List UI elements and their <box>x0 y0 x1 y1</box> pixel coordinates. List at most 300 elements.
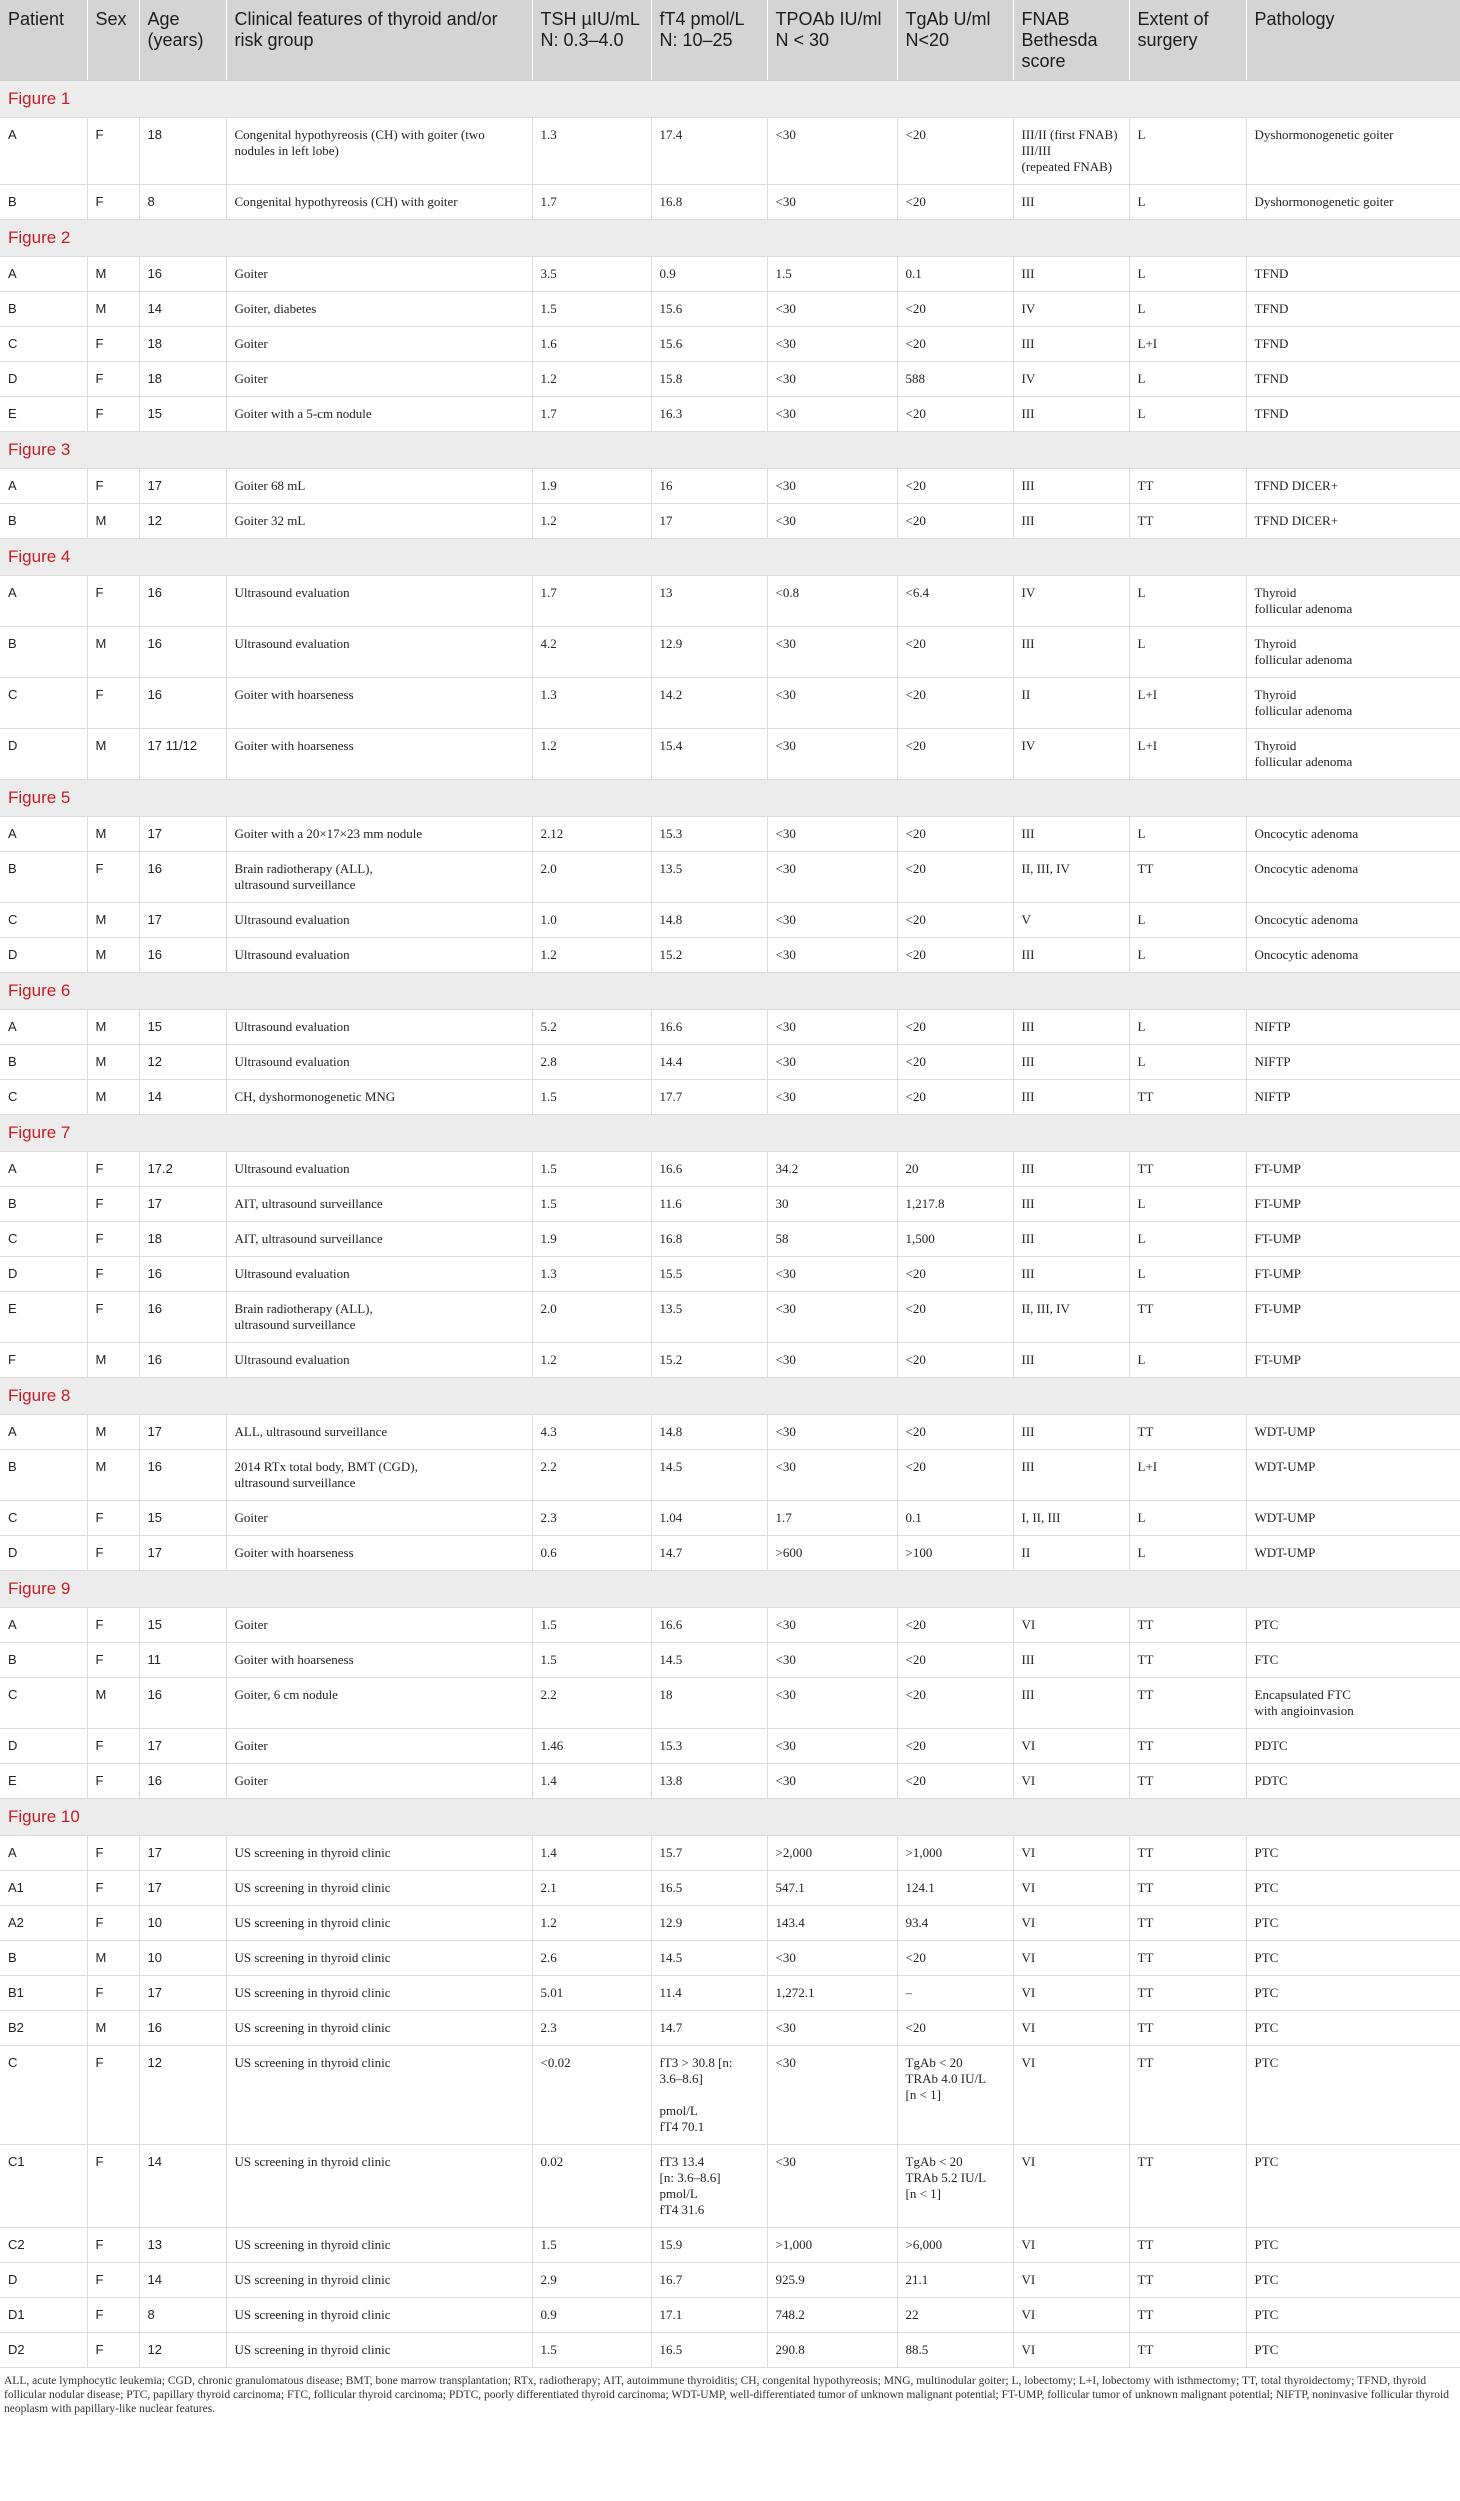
cell-fnab: III <box>1013 817 1129 852</box>
cell-tsh: 1.5 <box>532 292 651 327</box>
cell-fnab: III <box>1013 1187 1129 1222</box>
table-row <box>0 1450 1460 1501</box>
cell-ft4: 14.7 <box>651 1536 767 1571</box>
cell-tsh: 1.5 <box>532 1080 651 1115</box>
cell-surgery: TT <box>1129 2333 1246 2368</box>
cell-clinical-features: Brain radiotherapy (ALL), ultrasound surveillance <box>226 852 532 903</box>
cell-age: 13 <box>139 2228 226 2263</box>
cell-tsh: 4.2 <box>532 627 651 678</box>
cell-tsh: 1.5 <box>532 1187 651 1222</box>
cell-sex: F <box>87 397 139 432</box>
cell-ft4: 14.5 <box>651 1450 767 1501</box>
cell-pathology: FT-UMP <box>1246 1152 1460 1187</box>
cell-age: 10 <box>139 1906 226 1941</box>
cell-surgery: L <box>1129 1187 1246 1222</box>
cell-tgab: <20 <box>897 118 1013 185</box>
cell-surgery: TT <box>1129 1152 1246 1187</box>
cell-pathology: FT-UMP <box>1246 1222 1460 1257</box>
cell-clinical-features: Ultrasound evaluation <box>226 1343 532 1378</box>
cell-surgery: L <box>1129 1501 1246 1536</box>
cell-patient: B <box>0 1941 87 1976</box>
cell-sex: F <box>87 1764 139 1799</box>
cell-age: 17 <box>139 1976 226 2011</box>
cell-pathology: FT-UMP <box>1246 1257 1460 1292</box>
cell-ft4: 0.9 <box>651 257 767 292</box>
header-surgery: Extent of surgery <box>1129 0 1246 81</box>
cell-patient: D <box>0 938 87 973</box>
group-row <box>0 432 1460 469</box>
cell-surgery: L <box>1129 576 1246 627</box>
group-row <box>0 539 1460 576</box>
cell-tpoab: <30 <box>767 678 897 729</box>
header-clinical-features: Clinical features of thyroid and/or risk group <box>226 0 532 81</box>
cell-tgab: <20 <box>897 1678 1013 1729</box>
cell-fnab: III <box>1013 1010 1129 1045</box>
cell-age: 14 <box>139 292 226 327</box>
cell-pathology: PTC <box>1246 1836 1460 1871</box>
cell-surgery: L <box>1129 817 1246 852</box>
cell-fnab: III <box>1013 1450 1129 1501</box>
cell-tpoab: >1,000 <box>767 2228 897 2263</box>
cell-tpoab: <30 <box>767 185 897 220</box>
cell-pathology: WDT-UMP <box>1246 1415 1460 1450</box>
cell-tsh: 2.9 <box>532 2263 651 2298</box>
cell-ft4: 16.6 <box>651 1010 767 1045</box>
cell-pathology: PTC <box>1246 2298 1460 2333</box>
cell-clinical-features: Brain radiotherapy (ALL), ultrasound surveillance <box>226 1292 532 1343</box>
cell-fnab: II, III, IV <box>1013 852 1129 903</box>
cell-sex: M <box>87 1678 139 1729</box>
cell-patient: C <box>0 1080 87 1115</box>
cell-tpoab: <30 <box>767 504 897 539</box>
cell-patient: F <box>0 1343 87 1378</box>
cell-tsh: 2.0 <box>532 852 651 903</box>
cell-clinical-features: US screening in thyroid clinic <box>226 2228 532 2263</box>
cell-age: 16 <box>139 678 226 729</box>
cell-patient: D <box>0 729 87 780</box>
cell-tpoab: 748.2 <box>767 2298 897 2333</box>
cell-surgery: TT <box>1129 1764 1246 1799</box>
cell-patient: B <box>0 1045 87 1080</box>
cell-tsh: 1.7 <box>532 185 651 220</box>
cell-sex: F <box>87 1501 139 1536</box>
cell-fnab: III <box>1013 1222 1129 1257</box>
cell-fnab: II <box>1013 1536 1129 1571</box>
cell-patient: A <box>0 1608 87 1643</box>
cell-patient: B2 <box>0 2011 87 2046</box>
group-title: Figure 4 <box>0 539 1460 576</box>
table-header <box>0 0 1460 81</box>
cell-tpoab: <30 <box>767 397 897 432</box>
cell-tsh: 1.2 <box>532 504 651 539</box>
table-row <box>0 1764 1460 1799</box>
cell-fnab: III <box>1013 397 1129 432</box>
cell-sex: F <box>87 118 139 185</box>
cell-tgab: <20 <box>897 1764 1013 1799</box>
cell-age: 16 <box>139 852 226 903</box>
cell-pathology: Thyroid follicular adenoma <box>1246 729 1460 780</box>
cell-pathology: PTC <box>1246 2145 1460 2228</box>
table-row <box>0 1257 1460 1292</box>
cell-age: 11 <box>139 1643 226 1678</box>
cell-ft4: 16.8 <box>651 1222 767 1257</box>
cell-tgab: <20 <box>897 817 1013 852</box>
table-row <box>0 2333 1460 2368</box>
cell-clinical-features: CH, dyshormonogenetic MNG <box>226 1080 532 1115</box>
table-row <box>0 118 1460 185</box>
cell-tgab: <20 <box>897 729 1013 780</box>
table-row <box>0 678 1460 729</box>
cell-sex: M <box>87 2011 139 2046</box>
cell-surgery: L <box>1129 1536 1246 1571</box>
cell-pathology: PTC <box>1246 2046 1460 2145</box>
cell-tsh: 1.7 <box>532 397 651 432</box>
cell-ft4: 13 <box>651 576 767 627</box>
table-row <box>0 1536 1460 1571</box>
cell-tsh: 1.2 <box>532 1343 651 1378</box>
cell-fnab: VI <box>1013 1941 1129 1976</box>
cell-clinical-features: US screening in thyroid clinic <box>226 1941 532 1976</box>
cell-tpoab: <30 <box>767 938 897 973</box>
cell-tpoab: <30 <box>767 852 897 903</box>
cell-tsh: 1.4 <box>532 1836 651 1871</box>
cell-tgab: <20 <box>897 1450 1013 1501</box>
cell-pathology: FT-UMP <box>1246 1292 1460 1343</box>
cell-clinical-features: US screening in thyroid clinic <box>226 2333 532 2368</box>
cell-tsh: 2.0 <box>532 1292 651 1343</box>
cell-ft4: 11.4 <box>651 1976 767 2011</box>
cell-sex: F <box>87 576 139 627</box>
cell-surgery: TT <box>1129 1608 1246 1643</box>
cell-clinical-features: US screening in thyroid clinic <box>226 1836 532 1871</box>
cell-tpoab: 58 <box>767 1222 897 1257</box>
cell-fnab: III/II (first FNAB) III/III (repeated FNAB) <box>1013 118 1129 185</box>
cell-pathology: Dyshormonogenetic goiter <box>1246 185 1460 220</box>
cell-clinical-features: Goiter with a 5-cm nodule <box>226 397 532 432</box>
cell-pathology: Oncocytic adenoma <box>1246 817 1460 852</box>
table-row <box>0 185 1460 220</box>
cell-age: 14 <box>139 1080 226 1115</box>
cell-clinical-features: US screening in thyroid clinic <box>226 1906 532 1941</box>
cell-patient: A <box>0 817 87 852</box>
cell-tsh: 1.9 <box>532 1222 651 1257</box>
cell-tsh: 1.7 <box>532 576 651 627</box>
cell-ft4: fT3 > 30.8 [n: 3.6–8.6] pmol/L fT4 70.1 <box>651 2046 767 2145</box>
cell-ft4: 16.3 <box>651 397 767 432</box>
group-row <box>0 220 1460 257</box>
group-title: Figure 8 <box>0 1378 1460 1415</box>
cell-tpoab: 30 <box>767 1187 897 1222</box>
cell-pathology: TFND <box>1246 327 1460 362</box>
cell-tgab: 20 <box>897 1152 1013 1187</box>
table-row <box>0 257 1460 292</box>
cell-tgab: 21.1 <box>897 2263 1013 2298</box>
table-row <box>0 817 1460 852</box>
cell-pathology: Oncocytic adenoma <box>1246 938 1460 973</box>
table-row <box>0 1643 1460 1678</box>
cell-clinical-features: Goiter <box>226 1764 532 1799</box>
cell-patient: C1 <box>0 2145 87 2228</box>
cell-sex: F <box>87 1292 139 1343</box>
cell-fnab: III <box>1013 257 1129 292</box>
cell-ft4: 16.6 <box>651 1608 767 1643</box>
cell-age: 17 <box>139 1187 226 1222</box>
cell-tsh: 1.5 <box>532 1152 651 1187</box>
cell-ft4: 15.8 <box>651 362 767 397</box>
cell-ft4: 16.6 <box>651 1152 767 1187</box>
cell-surgery: L <box>1129 1045 1246 1080</box>
cell-ft4: 11.6 <box>651 1187 767 1222</box>
group-row <box>0 1115 1460 1152</box>
cell-ft4: 16.5 <box>651 1871 767 1906</box>
cell-patient: C <box>0 1222 87 1257</box>
cell-surgery: TT <box>1129 1292 1246 1343</box>
cell-tsh: 1.3 <box>532 678 651 729</box>
cell-fnab: VI <box>1013 1906 1129 1941</box>
cell-clinical-features: Goiter, diabetes <box>226 292 532 327</box>
cell-tgab: >100 <box>897 1536 1013 1571</box>
table-row <box>0 1906 1460 1941</box>
cell-surgery: L <box>1129 292 1246 327</box>
cell-age: 17 <box>139 903 226 938</box>
cell-pathology: Thyroid follicular adenoma <box>1246 627 1460 678</box>
cell-tsh: 1.3 <box>532 118 651 185</box>
cell-tgab: <20 <box>897 903 1013 938</box>
cell-tsh: 0.9 <box>532 2298 651 2333</box>
cell-sex: F <box>87 1836 139 1871</box>
cell-pathology: TFND <box>1246 362 1460 397</box>
cell-tpoab: <30 <box>767 1080 897 1115</box>
cell-surgery: L <box>1129 257 1246 292</box>
table-row <box>0 1292 1460 1343</box>
cell-fnab: VI <box>1013 1729 1129 1764</box>
cell-patient: B1 <box>0 1976 87 2011</box>
cell-fnab: III <box>1013 504 1129 539</box>
cell-age: 15 <box>139 1608 226 1643</box>
cell-sex: M <box>87 938 139 973</box>
cell-tsh: 1.2 <box>532 1906 651 1941</box>
cell-tsh: 2.1 <box>532 1871 651 1906</box>
cell-age: 16 <box>139 2011 226 2046</box>
cell-pathology: PTC <box>1246 1941 1460 1976</box>
cell-sex: M <box>87 504 139 539</box>
cell-tsh: 3.5 <box>532 257 651 292</box>
cell-age: 17.2 <box>139 1152 226 1187</box>
cell-fnab: VI <box>1013 2046 1129 2145</box>
cell-clinical-features: Goiter <box>226 1501 532 1536</box>
cell-ft4: 13.8 <box>651 1764 767 1799</box>
cell-fnab: IV <box>1013 576 1129 627</box>
cell-tsh: 0.6 <box>532 1536 651 1571</box>
cell-tgab: 93.4 <box>897 1906 1013 1941</box>
cell-tpoab: 143.4 <box>767 1906 897 1941</box>
cell-tpoab: <30 <box>767 1045 897 1080</box>
cell-pathology: WDT-UMP <box>1246 1501 1460 1536</box>
cell-tpoab: <0.8 <box>767 576 897 627</box>
cell-pathology: TFND <box>1246 257 1460 292</box>
table-row <box>0 504 1460 539</box>
cell-ft4: 17.1 <box>651 2298 767 2333</box>
cell-fnab: V <box>1013 903 1129 938</box>
cell-sex: M <box>87 292 139 327</box>
cell-pathology: TFND <box>1246 397 1460 432</box>
cell-ft4: 15.4 <box>651 729 767 780</box>
cell-pathology: Oncocytic adenoma <box>1246 852 1460 903</box>
cell-clinical-features: Congenital hypothyreosis (CH) with goiter (two nodules in left lobe) <box>226 118 532 185</box>
cell-sex: F <box>87 678 139 729</box>
group-title: Figure 6 <box>0 973 1460 1010</box>
cell-surgery: TT <box>1129 1729 1246 1764</box>
cell-fnab: VI <box>1013 2228 1129 2263</box>
cell-tgab: 1,500 <box>897 1222 1013 1257</box>
cell-clinical-features: Goiter <box>226 1608 532 1643</box>
cell-tsh: 1.6 <box>532 327 651 362</box>
cell-pathology: PTC <box>1246 1976 1460 2011</box>
cell-pathology: PDTC <box>1246 1729 1460 1764</box>
table-row <box>0 1415 1460 1450</box>
cell-fnab: III <box>1013 1045 1129 1080</box>
cell-tsh: 1.5 <box>532 2228 651 2263</box>
cell-tgab: <20 <box>897 327 1013 362</box>
cell-tgab: <20 <box>897 2011 1013 2046</box>
cell-patient: A <box>0 1415 87 1450</box>
cell-tpoab: <30 <box>767 817 897 852</box>
cell-pathology: Thyroid follicular adenoma <box>1246 576 1460 627</box>
cell-fnab: III <box>1013 627 1129 678</box>
cell-patient: A <box>0 576 87 627</box>
cell-clinical-features: Ultrasound evaluation <box>226 903 532 938</box>
table-row <box>0 576 1460 627</box>
cell-surgery: TT <box>1129 2046 1246 2145</box>
cell-ft4: 15.6 <box>651 292 767 327</box>
cell-patient: D <box>0 1729 87 1764</box>
cell-tgab: <20 <box>897 1941 1013 1976</box>
cell-surgery: TT <box>1129 1871 1246 1906</box>
cell-patient: A <box>0 1010 87 1045</box>
cell-clinical-features: Ultrasound evaluation <box>226 1045 532 1080</box>
cell-age: 16 <box>139 257 226 292</box>
cell-pathology: PTC <box>1246 1906 1460 1941</box>
cell-tgab: 1,217.8 <box>897 1187 1013 1222</box>
cell-tgab: <20 <box>897 1292 1013 1343</box>
cell-surgery: TT <box>1129 2228 1246 2263</box>
cell-ft4: 15.5 <box>651 1257 767 1292</box>
cell-age: 18 <box>139 327 226 362</box>
cell-ft4: 15.7 <box>651 1836 767 1871</box>
cell-tpoab: >2,000 <box>767 1836 897 1871</box>
table-row <box>0 1187 1460 1222</box>
cell-tsh: 1.5 <box>532 2333 651 2368</box>
cell-clinical-features: Goiter with hoarseness <box>226 678 532 729</box>
cell-clinical-features: AIT, ultrasound surveillance <box>226 1187 532 1222</box>
cell-tsh: 2.2 <box>532 1678 651 1729</box>
cell-age: 17 11/12 <box>139 729 226 780</box>
cell-tgab: TgAb < 20 TRAb 4.0 IU/L [n < 1] <box>897 2046 1013 2145</box>
cell-clinical-features: Goiter with a 20×17×23 mm nodule <box>226 817 532 852</box>
cell-ft4: 17 <box>651 504 767 539</box>
cell-sex: F <box>87 1608 139 1643</box>
cell-age: 12 <box>139 1045 226 1080</box>
cell-surgery: TT <box>1129 469 1246 504</box>
cell-age: 17 <box>139 817 226 852</box>
cell-patient: A2 <box>0 1906 87 1941</box>
cell-tsh: 2.8 <box>532 1045 651 1080</box>
cell-surgery: TT <box>1129 1906 1246 1941</box>
cell-patient: B <box>0 1450 87 1501</box>
table-row <box>0 2145 1460 2228</box>
cell-sex: F <box>87 1906 139 1941</box>
cell-patient: B <box>0 627 87 678</box>
cell-tgab: 588 <box>897 362 1013 397</box>
cell-sex: M <box>87 903 139 938</box>
cell-surgery: L <box>1129 185 1246 220</box>
cell-fnab: VI <box>1013 2263 1129 2298</box>
cell-tsh: 1.46 <box>532 1729 651 1764</box>
cell-fnab: I, II, III <box>1013 1501 1129 1536</box>
cell-clinical-features: US screening in thyroid clinic <box>226 1871 532 1906</box>
cell-tpoab: <30 <box>767 1608 897 1643</box>
cell-pathology: FT-UMP <box>1246 1187 1460 1222</box>
cell-age: 17 <box>139 469 226 504</box>
cell-sex: M <box>87 1080 139 1115</box>
cell-patient: C <box>0 678 87 729</box>
cell-sex: F <box>87 2145 139 2228</box>
cell-clinical-features: Ultrasound evaluation <box>226 938 532 973</box>
cell-sex: F <box>87 362 139 397</box>
cell-tsh: 1.0 <box>532 903 651 938</box>
cell-fnab: II <box>1013 678 1129 729</box>
cell-age: 16 <box>139 1450 226 1501</box>
table-row <box>0 397 1460 432</box>
cell-tgab: 0.1 <box>897 257 1013 292</box>
header-row <box>0 0 1460 81</box>
cell-ft4: 18 <box>651 1678 767 1729</box>
cell-fnab: VI <box>1013 1608 1129 1643</box>
cell-sex: F <box>87 852 139 903</box>
header-ft4: fT4 pmol/L N: 10–25 <box>651 0 767 81</box>
cell-age: 15 <box>139 1501 226 1536</box>
cell-pathology: PTC <box>1246 1871 1460 1906</box>
header-fnab: FNAB Bethesda score <box>1013 0 1129 81</box>
cell-patient: C <box>0 2046 87 2145</box>
cell-patient: B <box>0 852 87 903</box>
cell-tpoab: 925.9 <box>767 2263 897 2298</box>
cell-surgery: L <box>1129 118 1246 185</box>
table-row <box>0 1045 1460 1080</box>
cell-tpoab: <30 <box>767 1010 897 1045</box>
cell-surgery: L <box>1129 397 1246 432</box>
cell-ft4: 16.7 <box>651 2263 767 2298</box>
cell-sex: M <box>87 627 139 678</box>
cell-sex: F <box>87 1257 139 1292</box>
cell-pathology: Encapsulated FTC with angioinvasion <box>1246 1678 1460 1729</box>
cell-tpoab: <30 <box>767 1450 897 1501</box>
table-row <box>0 1222 1460 1257</box>
cell-ft4: 14.8 <box>651 1415 767 1450</box>
group-row <box>0 780 1460 817</box>
table-row <box>0 327 1460 362</box>
cell-sex: M <box>87 1010 139 1045</box>
table-row <box>0 1501 1460 1536</box>
cell-age: 17 <box>139 1729 226 1764</box>
cell-fnab: VI <box>1013 2145 1129 2228</box>
cell-sex: M <box>87 1343 139 1378</box>
cell-tsh: 1.3 <box>532 1257 651 1292</box>
cell-ft4: 14.7 <box>651 2011 767 2046</box>
cell-clinical-features: Goiter <box>226 1729 532 1764</box>
cell-tpoab: >600 <box>767 1536 897 1571</box>
table-row <box>0 627 1460 678</box>
